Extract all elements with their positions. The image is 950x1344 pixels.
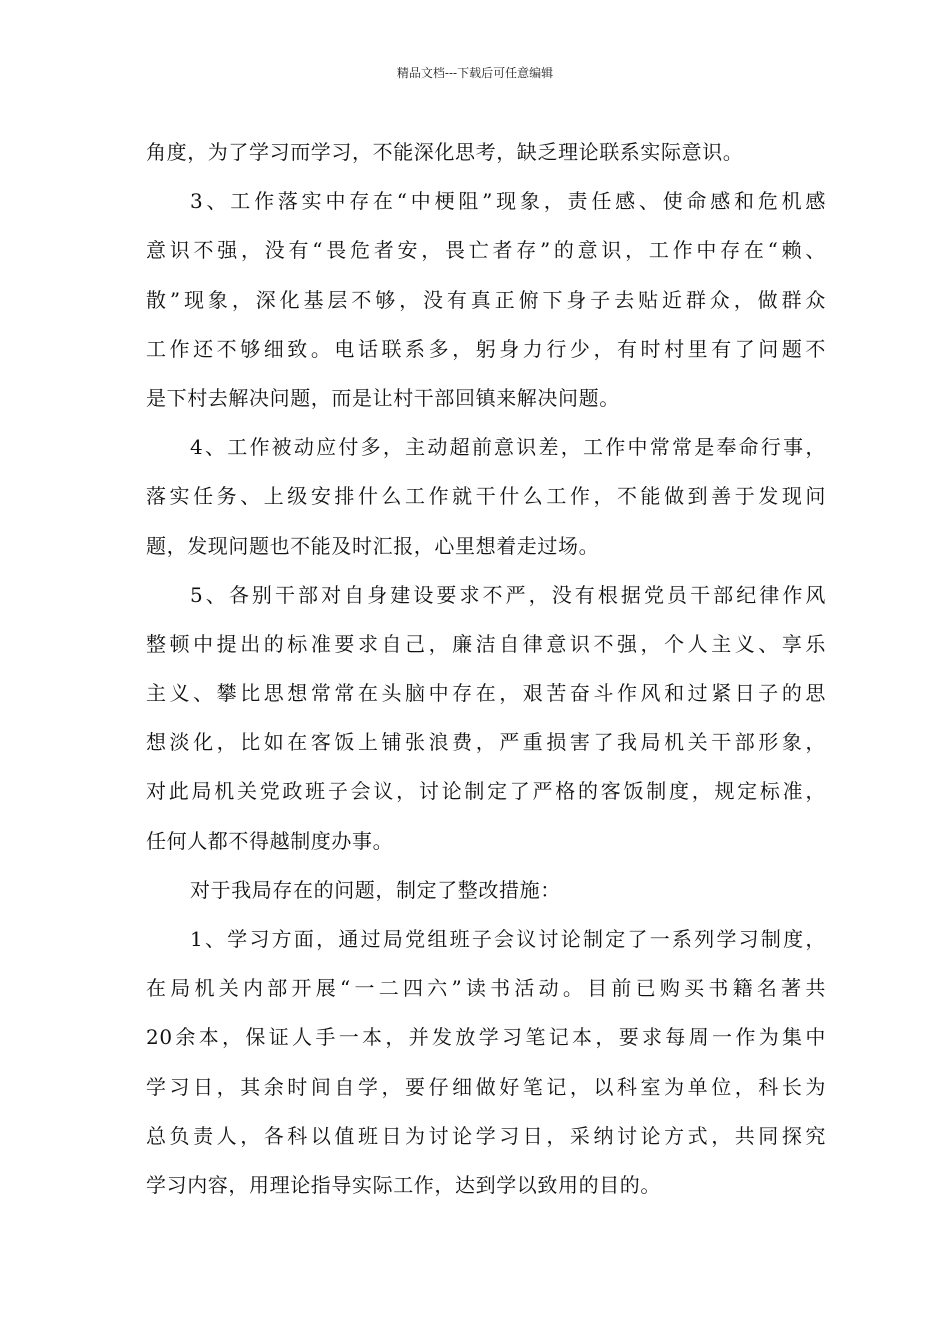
paragraph-line: 1、学习方面，通过局党组班子会议讨论制定了一系列学习制度， [190,927,826,951]
paragraph-line: 题，发现问题也不能及时汇报，心里想着走过场。 [146,533,600,558]
paragraph-line: 5、各别干部对自身建设要求不严，没有根据党员干部纪律作风 [190,582,826,607]
paragraph-line: 是下村去解决问题，而是让村干部回镇来解决问题。 [146,385,620,410]
paragraph-line: 工作还不够细致。电话联系多，躬身力行少，有时村里有了问题不 [146,336,826,361]
paragraph-line: 总负责人，各科以值班日为讨论学习日，采纳讨论方式，共同探究 [146,1123,826,1148]
paragraph-line: 想淡化，比如在客饭上铺张浪费，严重损害了我局机关干部形象， [146,730,826,755]
paragraph-line: 主义、攀比思想常常在头脑中存在，艰苦奋斗作风和过紧日子的思 [146,681,826,706]
paragraph-line: 学习内容，用理论指导实际工作，达到学以致用的目的。 [146,1172,661,1197]
paragraph-line: 角度，为了学习而学习，不能深化思考，缺乏理论联系实际意识。 [146,140,744,164]
paragraph-line: 任何人都不得越制度办事。 [146,828,394,853]
paragraph-line: 20余本，保证人手一本，并发放学习笔记本，要求每周一作为集中 [146,1025,826,1050]
paragraph-line: 意识不强，没有“畏危者安，畏亡者存”的意识，工作中存在“赖、 [146,238,826,263]
paragraph-line: 对此局机关党政班子会议，讨论制定了严格的客饭制度，规定标准， [146,779,826,804]
document-body [146,128,826,1210]
page-header: 精品文档---下载后可任意编辑 [396,66,554,80]
paragraph-line: 散”现象，深化基层不够，没有真正俯下身子去贴近群众，做群众 [146,287,826,312]
paragraph-line: 落实任务、上级安排什么工作就干什么工作，不能做到善于发现问 [146,484,826,509]
paragraph-line: 整顿中提出的标准要求自己，廉洁自律意识不强，个人主义、享乐 [146,631,826,656]
paragraph-line: 3、工作落实中存在“中梗阻”现象，责任感、使命感和危机感 [190,189,826,214]
paragraph-line: 对于我局存在的问题，制定了整改措施： [190,877,561,902]
paragraph-line: 学习日，其余时间自学，要仔细做好笔记，以科室为单位，科长为 [146,1074,826,1099]
paragraph-line: 4、工作被动应付多，主动超前意识差，工作中常常是奉命行事， [190,435,826,460]
paragraph-line: 在局机关内部开展“一二四六”读书活动。目前已购买书籍名著共 [146,976,826,1001]
